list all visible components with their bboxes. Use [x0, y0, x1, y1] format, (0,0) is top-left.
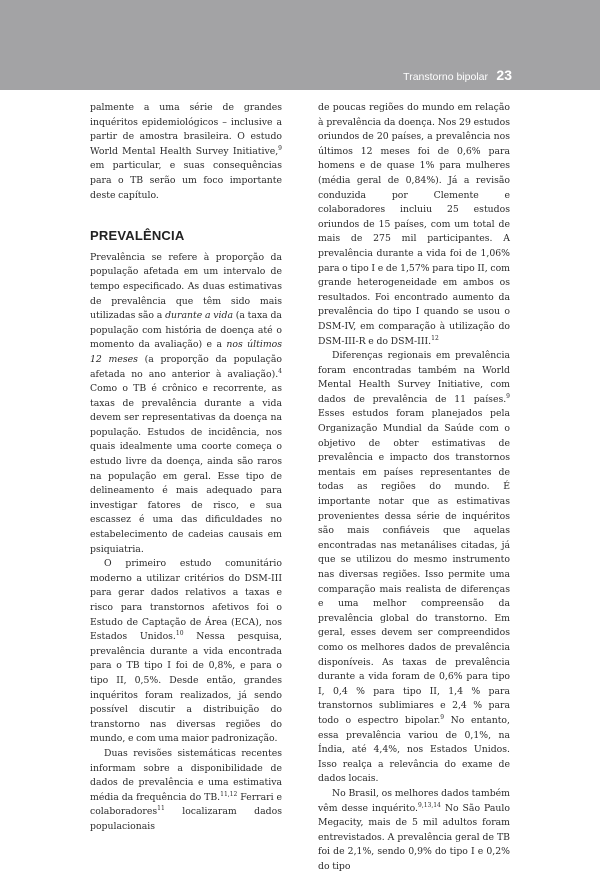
right-column: [318, 101, 510, 874]
paragraph-brazil-data: No Brasil, os melhores dados também vêm desse inquérito.$^{9,13,14}$ No São Paulo Megacity, mais de 5 mil adultos foram entrevistados. A prevalência geral de TB foi de 2,1%, sendo 0,9% do tipo I e 0,2% do tipo: [318, 787, 510, 872]
paragraph-intro-continuation: palmente a uma série de grandes inquéritos epidemiológicos – inclusive a partir de amostra brasileira. O estudo World Mental Health Survey Initiative,$^9$ em particular, e suas consequências para o TB serão um foco importante deste capítulo.: [90, 102, 282, 201]
paragraph-systematic-reviews: Duas revisões sistemáticas recentes informam sobre a disponibilidade de dados de prevalência e uma estimativa média da frequência do TB.$^{11,12}$ Ferrari e colaboradores$^{11}$ localizaram dados populacionais: [90, 747, 282, 832]
running-title: Transtorno bipolar: [403, 71, 488, 83]
citation: 10: [175, 630, 184, 638]
paragraph-regional-differences: Diferenças regionais em prevalência foram encontradas também na World Mental Health Survey Initiative, com dados de prevalência de 11 países.$^9$ Esses estudos foram planejados pela Organização Mundial da Saúde com o objetivo de obter estimativas de prevalência e impacto dos transtornos mentais em países representantes de todas as regiões do mundo. É importante notar que as estimativas provenientes dessa série de inquéritos são mais confiáveis que aquelas encontradas nas metanálises citadas, já que se utilizou do mesmo instrumento nas diversas regiões. Isso permite uma comparação mais realista de diferenças e uma melhor compreensão da prevalência global do transtorno. Em geral, esses devem ser compreendidos como os melhores dados de prevalência disponíveis. As taxas de prevalência durante a vida foram de 0,6% para tipo I, 0,4 % para tipo II, 1,4 % para transtornos sublimiares e 2,4 % para todo o espectro bipolar.$^9$ No entanto, essa prevalência variou de 0,1%, na Índia, até 4,4%, nos Estados Unidos. Isso realça a relevância do exame de dados locais.: [318, 350, 510, 785]
citation: 9,13,14: [417, 801, 441, 809]
header-band: [0, 0, 600, 90]
citation: 12: [431, 334, 439, 342]
citation: 9: [278, 144, 282, 152]
citation: 9: [506, 392, 510, 400]
paragraph-eca-study: O primeiro estudo comunitário moderno a utilizar critérios do DSM-III para gerar dados relativos a taxas e risco para transtornos afetivos foi o Estudo de Captação de Área (ECA), nos Estados Unidos.$^{10}$ Nessa pesquisa, prevalência durante a vida encontrada para o TB tipo I foi de 0,8%, e para o tipo II, 0,5%. Desde então, grandes inquéritos foram realizados, já sendo possível discutir a distribuição do transtorno nas diversas regiões do mundo, e com uma maior padronização.: [90, 558, 283, 745]
citation: 9: [440, 713, 445, 721]
section-heading-prevalencia: PREVALÊNCIA: [90, 228, 185, 244]
page-number: 23: [496, 67, 512, 83]
citation: 11,12: [220, 790, 238, 798]
left-column: [90, 101, 282, 835]
paragraph-prevalence-definition: Prevalência se refere à proporção da população afetada em um intervalo de tempo especificado. As duas estimativas de prevalência que têm sido mais utilizadas são a durante a vida (a taxa da população com história de doença até o momento da avaliação) e a nos últimos 12 meses (a proporção da população afetada no ano anterior à avaliação).$^4$ Como o TB é crônico e recorrente, as taxas de prevalência durante a vida devem ser representativas da doença na população. Estudos de incidência, nos quais idealmente uma coorte começa o estudo livre da doença, ainda são raros na população em geral. Esse tipo de delineamento é mais adequado para investigar fatores de risco, e sua escassez é uma das dificuldades no estabelecimento de cadeias causais em psiquiatria.: [90, 251, 282, 555]
paragraph-reviews-continuation: de poucas regiões do mundo em relação à prevalência da doença. Nos 29 estudos oriundos de 20 países, a prevalência nos últimos 12 meses foi de 0,6% para homens e de quase 1% para mulheres (média geral de 0,84%). Já a revisão conduzida por Clemente e colaboradores incluiu 25 estudos oriundos de 15 países, com um total de mais de 275 mil participantes. A prevalência durante a vida foi de 1,06% para o tipo I e de 1,57% para tipo II, com grande heterogeneidade em ambos os resultados. Foi encontrado aumento da prevalência do tipo I quando se usou o DSM-IV, em comparação à utilização do DSM-III-R e do DSM-III.$^{12}$: [318, 102, 510, 347]
citation: 11: [157, 805, 165, 813]
citation: 4: [278, 367, 282, 375]
